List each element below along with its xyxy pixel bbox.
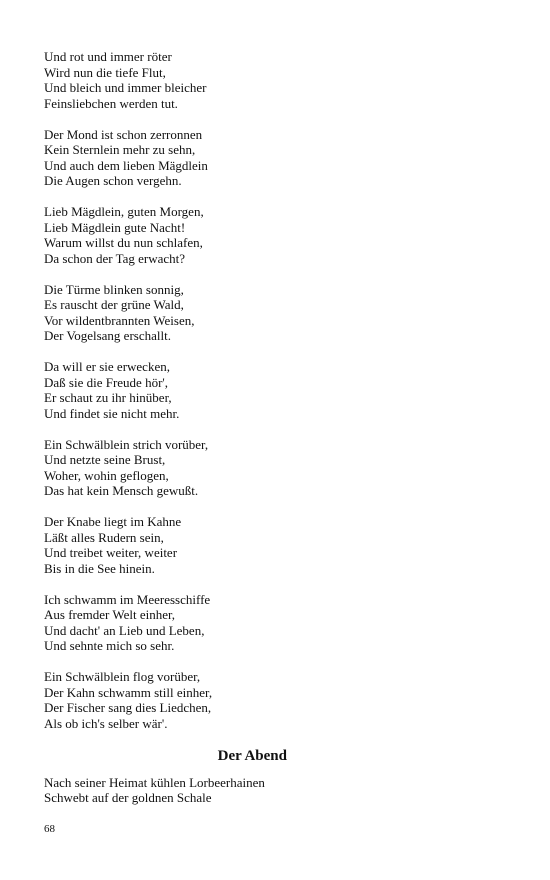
verse-line: Und sehnte mich so sehr.: [44, 638, 175, 653]
verse-line: Und treibet weiter, weiter: [44, 545, 178, 560]
verse-line: Vor wildentbrannten Weisen,: [44, 312, 195, 328]
verse-line: Der Mond ist schon zerronnen: [44, 126, 203, 142]
verse-line: Die Türme blinken sonnig,: [44, 281, 184, 297]
poem-title: Der Abend: [217, 747, 287, 764]
verse-line: Der Fischer sang dies Liedchen,: [44, 700, 212, 715]
verse-line: Ein Schwälblein strich vorüber,: [44, 436, 209, 452]
verse-line: Kein Sternlein mehr zu sehn,: [44, 142, 196, 157]
verse-line: Nach seiner Heimat kühlen Lorbeerhainen: [44, 774, 265, 790]
verse-line: Woher, wohin geflogen,: [44, 467, 169, 483]
next-poem-opening: [44, 775, 504, 806]
verse-line: Daß sie die Freude hör',: [44, 374, 169, 390]
verse-line: Warum willst du nun schlafen,: [44, 235, 203, 250]
verse-line: Ein Schwälblein flog vorüber,: [44, 669, 201, 684]
verse-line: Und dacht' an Lieb und Leben,: [44, 622, 205, 638]
verse-line: Das hat kein Mensch gewußt.: [44, 483, 199, 498]
stanza-5: [44, 359, 504, 421]
verse-line: Es rauscht der grüne Wald,: [44, 297, 184, 312]
verse-line: Läßt alles Rudern sein,: [44, 529, 164, 545]
stanza-6: [44, 437, 504, 499]
verse-line: Aus fremder Welt einher,: [44, 607, 176, 622]
page-number: 68: [44, 823, 55, 835]
verse-line: Der Knabe liegt im Kahne: [44, 514, 182, 529]
stanza-4: [44, 282, 504, 344]
verse-line: Und netzte seine Brust,: [44, 452, 166, 467]
verse-line: Schwebt auf der goldnen Schale: [44, 790, 212, 805]
stanza-3: [44, 204, 504, 266]
stanza-7: [44, 514, 504, 576]
verse-line: Lieb Mägdlein, guten Morgen,: [44, 204, 204, 219]
verse-line: Und bleich und immer bleicher: [44, 80, 207, 95]
verse-line: Und rot und immer röter: [44, 49, 172, 64]
stanza-1: [44, 49, 504, 111]
verse-line: Da schon der Tag erwacht?: [44, 250, 186, 266]
stanza-8: [44, 592, 504, 654]
verse-line: Da will er sie erwecken,: [44, 359, 170, 374]
verse-line: Er schaut zu ihr hinüber,: [44, 390, 172, 405]
stanza-2: [44, 127, 504, 189]
poem-body: [44, 49, 504, 821]
stanza-9: [44, 669, 504, 731]
verse-line: Ich schwamm im Meeresschiffe: [44, 591, 211, 607]
verse-line: Der Vogelsang erschallt.: [44, 328, 171, 343]
verse-line: Feinsliebchen werden tut.: [44, 95, 178, 111]
verse-line: Die Augen schon vergehn.: [44, 173, 182, 188]
verse-line: Und auch dem lieben Mägdlein: [44, 157, 208, 173]
verse-line: Der Kahn schwamm still einher,: [44, 684, 213, 700]
verse-line: Wird nun die tiefe Flut,: [44, 64, 166, 80]
verse-line: Lieb Mägdlein gute Nacht!: [44, 219, 186, 235]
verse-line: Bis in die See hinein.: [44, 560, 155, 576]
verse-line: Als ob ich's selber wär'.: [44, 715, 168, 731]
verse-line: Und findet sie nicht mehr.: [44, 405, 180, 421]
